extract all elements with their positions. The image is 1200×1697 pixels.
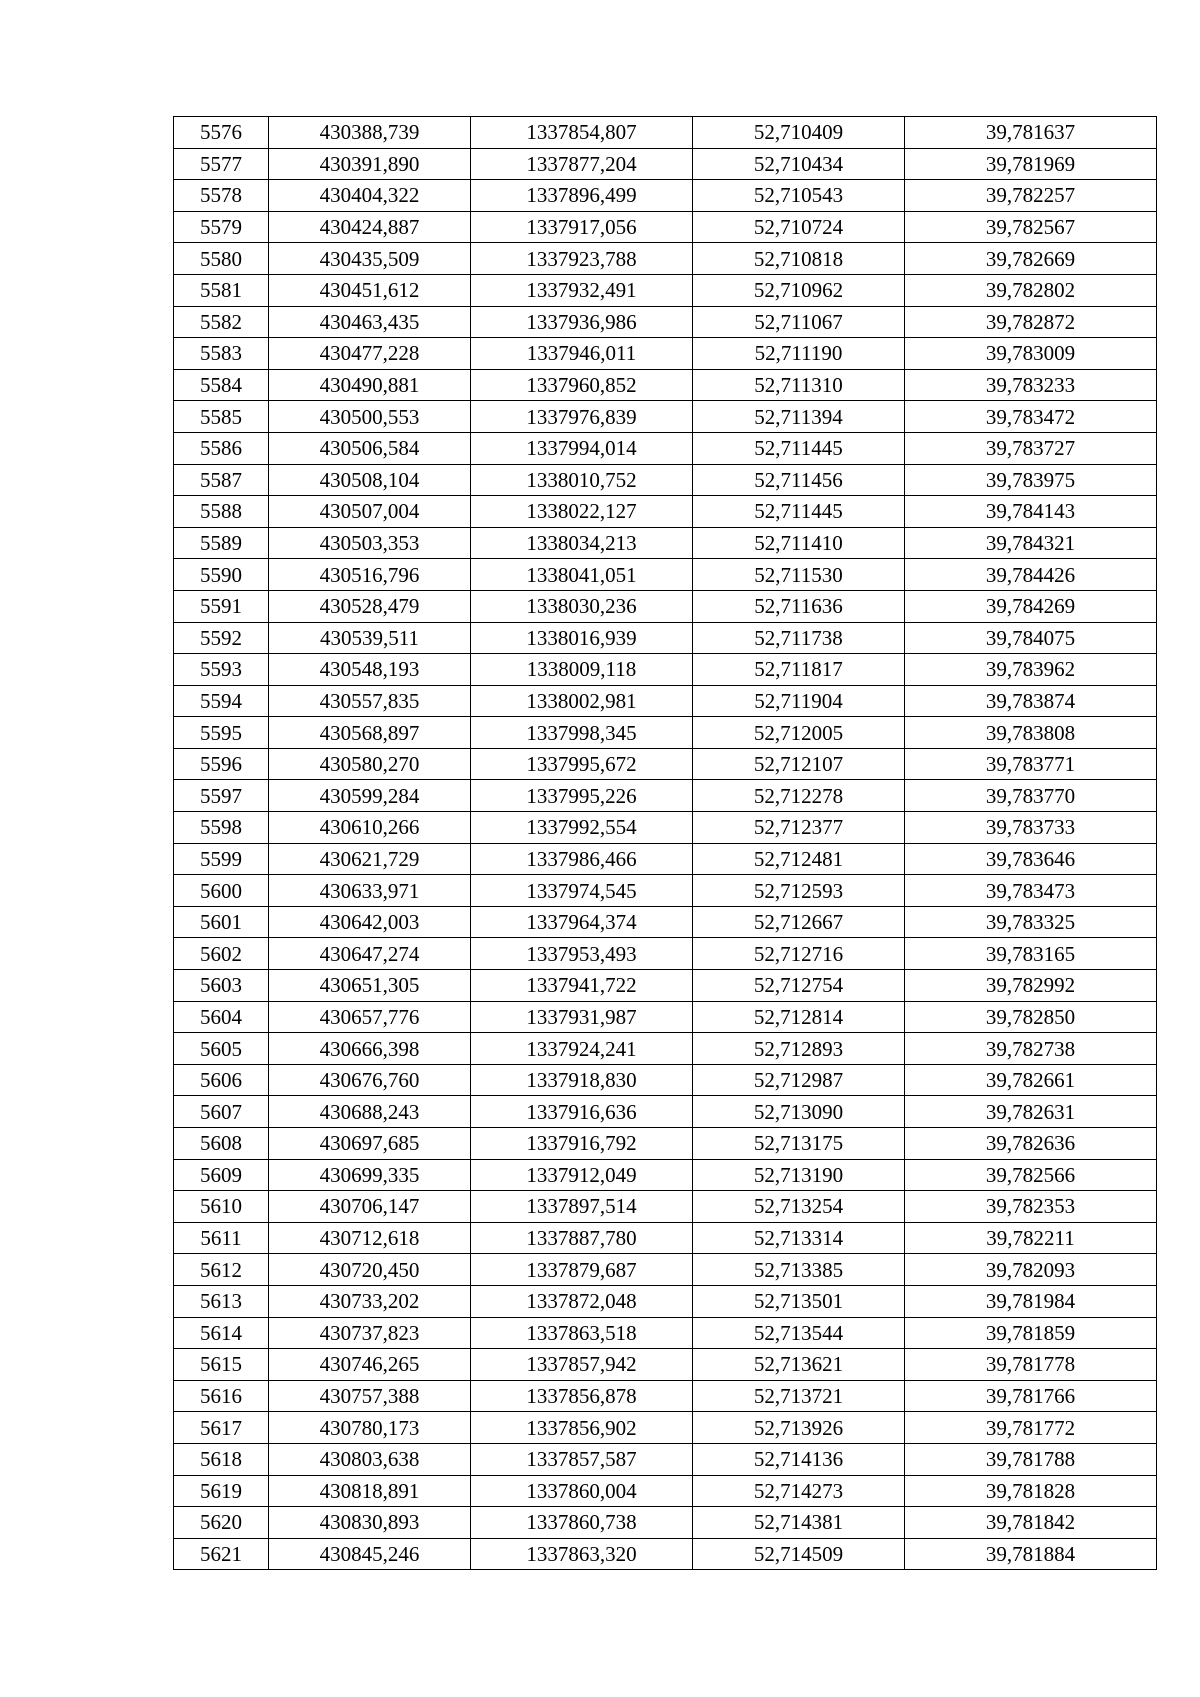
longitude-cell: 39,781766: [905, 1380, 1157, 1412]
latitude-cell: 52,713175: [693, 1128, 905, 1160]
table-row: [174, 1096, 1157, 1128]
longitude-cell: 39,781969: [905, 148, 1157, 180]
y-coordinate-cell: 1338016,939: [471, 622, 693, 654]
latitude-cell: 52,711738: [693, 622, 905, 654]
y-coordinate-cell: 1337946,011: [471, 338, 693, 370]
x-coordinate-cell: 430733,202: [269, 1285, 471, 1317]
longitude-cell: 39,784321: [905, 527, 1157, 559]
point-number-cell: 5609: [174, 1159, 269, 1191]
longitude-cell: 39,784269: [905, 590, 1157, 622]
point-number-cell: 5607: [174, 1096, 269, 1128]
table-row: [174, 117, 1157, 149]
latitude-cell: 52,712107: [693, 748, 905, 780]
longitude-cell: 39,781772: [905, 1412, 1157, 1444]
table-row: [174, 1159, 1157, 1191]
longitude-cell: 39,783165: [905, 938, 1157, 970]
x-coordinate-cell: 430657,776: [269, 1001, 471, 1033]
y-coordinate-cell: 1337863,320: [471, 1538, 693, 1570]
longitude-cell: 39,783233: [905, 369, 1157, 401]
x-coordinate-cell: 430463,435: [269, 306, 471, 338]
x-coordinate-cell: 430676,760: [269, 1064, 471, 1096]
y-coordinate-cell: 1338009,118: [471, 654, 693, 686]
x-coordinate-cell: 430706,147: [269, 1191, 471, 1223]
y-coordinate-cell: 1337917,056: [471, 211, 693, 243]
latitude-cell: 52,711904: [693, 685, 905, 717]
table-row: [174, 1033, 1157, 1065]
point-number-cell: 5603: [174, 970, 269, 1002]
y-coordinate-cell: 1338002,981: [471, 685, 693, 717]
latitude-cell: 52,710434: [693, 148, 905, 180]
y-coordinate-cell: 1337916,792: [471, 1128, 693, 1160]
latitude-cell: 52,710409: [693, 117, 905, 149]
point-number-cell: 5614: [174, 1317, 269, 1349]
point-number-cell: 5584: [174, 369, 269, 401]
table-row: [174, 748, 1157, 780]
y-coordinate-cell: 1338022,127: [471, 496, 693, 528]
point-number-cell: 5606: [174, 1064, 269, 1096]
x-coordinate-cell: 430697,685: [269, 1128, 471, 1160]
longitude-cell: 39,782566: [905, 1159, 1157, 1191]
latitude-cell: 52,712893: [693, 1033, 905, 1065]
latitude-cell: 52,714509: [693, 1538, 905, 1570]
longitude-cell: 39,782353: [905, 1191, 1157, 1223]
x-coordinate-cell: 430557,835: [269, 685, 471, 717]
point-number-cell: 5610: [174, 1191, 269, 1223]
latitude-cell: 52,710962: [693, 274, 905, 306]
y-coordinate-cell: 1337863,518: [471, 1317, 693, 1349]
latitude-cell: 52,711190: [693, 338, 905, 370]
x-coordinate-cell: 430621,729: [269, 843, 471, 875]
longitude-cell: 39,783771: [905, 748, 1157, 780]
x-coordinate-cell: 430539,511: [269, 622, 471, 654]
longitude-cell: 39,782567: [905, 211, 1157, 243]
x-coordinate-cell: 430528,479: [269, 590, 471, 622]
latitude-cell: 52,713090: [693, 1096, 905, 1128]
y-coordinate-cell: 1337877,204: [471, 148, 693, 180]
latitude-cell: 52,713385: [693, 1254, 905, 1286]
table-row: [174, 274, 1157, 306]
x-coordinate-cell: 430633,971: [269, 875, 471, 907]
longitude-cell: 39,783733: [905, 812, 1157, 844]
point-number-cell: 5619: [174, 1475, 269, 1507]
longitude-cell: 39,782093: [905, 1254, 1157, 1286]
longitude-cell: 39,781637: [905, 117, 1157, 149]
y-coordinate-cell: 1337872,048: [471, 1285, 693, 1317]
longitude-cell: 39,784143: [905, 496, 1157, 528]
x-coordinate-cell: 430548,193: [269, 654, 471, 686]
y-coordinate-cell: 1337974,545: [471, 875, 693, 907]
x-coordinate-cell: 430506,584: [269, 432, 471, 464]
x-coordinate-cell: 430746,265: [269, 1349, 471, 1381]
point-number-cell: 5587: [174, 464, 269, 496]
point-number-cell: 5615: [174, 1349, 269, 1381]
table-row: [174, 1128, 1157, 1160]
coordinate-table: [173, 116, 1157, 1570]
point-number-cell: 5617: [174, 1412, 269, 1444]
latitude-cell: 52,712987: [693, 1064, 905, 1096]
table-row: [174, 464, 1157, 496]
y-coordinate-cell: 1338041,051: [471, 559, 693, 591]
y-coordinate-cell: 1337994,014: [471, 432, 693, 464]
point-number-cell: 5578: [174, 180, 269, 212]
x-coordinate-cell: 430580,270: [269, 748, 471, 780]
y-coordinate-cell: 1337856,878: [471, 1380, 693, 1412]
point-number-cell: 5582: [174, 306, 269, 338]
point-number-cell: 5581: [174, 274, 269, 306]
longitude-cell: 39,783472: [905, 401, 1157, 433]
longitude-cell: 39,783646: [905, 843, 1157, 875]
point-number-cell: 5611: [174, 1222, 269, 1254]
x-coordinate-cell: 430757,388: [269, 1380, 471, 1412]
y-coordinate-cell: 1337897,514: [471, 1191, 693, 1223]
table-row: [174, 780, 1157, 812]
table-row: [174, 970, 1157, 1002]
point-number-cell: 5594: [174, 685, 269, 717]
table-row: [174, 559, 1157, 591]
latitude-cell: 52,713314: [693, 1222, 905, 1254]
latitude-cell: 52,711456: [693, 464, 905, 496]
point-number-cell: 5602: [174, 938, 269, 970]
longitude-cell: 39,782661: [905, 1064, 1157, 1096]
point-number-cell: 5620: [174, 1507, 269, 1539]
latitude-cell: 52,713721: [693, 1380, 905, 1412]
latitude-cell: 52,711445: [693, 432, 905, 464]
y-coordinate-cell: 1337964,374: [471, 906, 693, 938]
point-number-cell: 5589: [174, 527, 269, 559]
point-number-cell: 5599: [174, 843, 269, 875]
point-number-cell: 5595: [174, 717, 269, 749]
y-coordinate-cell: 1337896,499: [471, 180, 693, 212]
longitude-cell: 39,781842: [905, 1507, 1157, 1539]
point-number-cell: 5608: [174, 1128, 269, 1160]
x-coordinate-cell: 430651,305: [269, 970, 471, 1002]
table-row: [174, 812, 1157, 844]
y-coordinate-cell: 1337854,807: [471, 117, 693, 149]
point-number-cell: 5598: [174, 812, 269, 844]
table-row: [174, 685, 1157, 717]
x-coordinate-cell: 430599,284: [269, 780, 471, 812]
y-coordinate-cell: 1337912,049: [471, 1159, 693, 1191]
table-row: [174, 1507, 1157, 1539]
latitude-cell: 52,712814: [693, 1001, 905, 1033]
point-number-cell: 5618: [174, 1443, 269, 1475]
point-number-cell: 5577: [174, 148, 269, 180]
y-coordinate-cell: 1338030,236: [471, 590, 693, 622]
longitude-cell: 39,782631: [905, 1096, 1157, 1128]
latitude-cell: 52,710818: [693, 243, 905, 275]
table-row: [174, 148, 1157, 180]
longitude-cell: 39,781778: [905, 1349, 1157, 1381]
table-row: [174, 938, 1157, 970]
latitude-cell: 52,712278: [693, 780, 905, 812]
y-coordinate-cell: 1337857,587: [471, 1443, 693, 1475]
y-coordinate-cell: 1337918,830: [471, 1064, 693, 1096]
table-row: [174, 432, 1157, 464]
table-row: [174, 211, 1157, 243]
longitude-cell: 39,783770: [905, 780, 1157, 812]
x-coordinate-cell: 430818,891: [269, 1475, 471, 1507]
y-coordinate-cell: 1337860,004: [471, 1475, 693, 1507]
x-coordinate-cell: 430688,243: [269, 1096, 471, 1128]
table-row: [174, 1285, 1157, 1317]
longitude-cell: 39,781859: [905, 1317, 1157, 1349]
table-row: [174, 1317, 1157, 1349]
x-coordinate-cell: 430720,450: [269, 1254, 471, 1286]
longitude-cell: 39,782257: [905, 180, 1157, 212]
y-coordinate-cell: 1337860,738: [471, 1507, 693, 1539]
table-row: [174, 1538, 1157, 1570]
longitude-cell: 39,782850: [905, 1001, 1157, 1033]
point-number-cell: 5597: [174, 780, 269, 812]
table-row: [174, 1380, 1157, 1412]
latitude-cell: 52,713544: [693, 1317, 905, 1349]
table-row: [174, 369, 1157, 401]
table-row: [174, 1412, 1157, 1444]
latitude-cell: 52,713621: [693, 1349, 905, 1381]
table-row: [174, 717, 1157, 749]
point-number-cell: 5604: [174, 1001, 269, 1033]
latitude-cell: 52,712593: [693, 875, 905, 907]
longitude-cell: 39,784426: [905, 559, 1157, 591]
x-coordinate-cell: 430508,104: [269, 464, 471, 496]
x-coordinate-cell: 430803,638: [269, 1443, 471, 1475]
table-row: [174, 622, 1157, 654]
latitude-cell: 52,712754: [693, 970, 905, 1002]
latitude-cell: 52,714273: [693, 1475, 905, 1507]
latitude-cell: 52,710724: [693, 211, 905, 243]
y-coordinate-cell: 1337986,466: [471, 843, 693, 875]
longitude-cell: 39,783975: [905, 464, 1157, 496]
x-coordinate-cell: 430424,887: [269, 211, 471, 243]
table-row: [174, 1443, 1157, 1475]
y-coordinate-cell: 1337936,986: [471, 306, 693, 338]
y-coordinate-cell: 1338034,213: [471, 527, 693, 559]
latitude-cell: 52,711394: [693, 401, 905, 433]
latitude-cell: 52,714136: [693, 1443, 905, 1475]
table-row: [174, 1222, 1157, 1254]
y-coordinate-cell: 1337923,788: [471, 243, 693, 275]
y-coordinate-cell: 1337931,987: [471, 1001, 693, 1033]
longitude-cell: 39,782636: [905, 1128, 1157, 1160]
longitude-cell: 39,783874: [905, 685, 1157, 717]
x-coordinate-cell: 430610,266: [269, 812, 471, 844]
y-coordinate-cell: 1337924,241: [471, 1033, 693, 1065]
x-coordinate-cell: 430388,739: [269, 117, 471, 149]
table-row: [174, 906, 1157, 938]
y-coordinate-cell: 1337960,852: [471, 369, 693, 401]
table-row: [174, 1191, 1157, 1223]
point-number-cell: 5593: [174, 654, 269, 686]
x-coordinate-cell: 430845,246: [269, 1538, 471, 1570]
latitude-cell: 52,713926: [693, 1412, 905, 1444]
latitude-cell: 52,713190: [693, 1159, 905, 1191]
x-coordinate-cell: 430516,796: [269, 559, 471, 591]
x-coordinate-cell: 430391,890: [269, 148, 471, 180]
point-number-cell: 5600: [174, 875, 269, 907]
point-number-cell: 5616: [174, 1380, 269, 1412]
latitude-cell: 52,711445: [693, 496, 905, 528]
longitude-cell: 39,783962: [905, 654, 1157, 686]
y-coordinate-cell: 1337857,942: [471, 1349, 693, 1381]
y-coordinate-cell: 1337995,672: [471, 748, 693, 780]
point-number-cell: 5576: [174, 117, 269, 149]
y-coordinate-cell: 1337992,554: [471, 812, 693, 844]
point-number-cell: 5591: [174, 590, 269, 622]
table-row: [174, 654, 1157, 686]
point-number-cell: 5590: [174, 559, 269, 591]
table-row: [174, 1064, 1157, 1096]
x-coordinate-cell: 430699,335: [269, 1159, 471, 1191]
point-number-cell: 5579: [174, 211, 269, 243]
y-coordinate-cell: 1337976,839: [471, 401, 693, 433]
latitude-cell: 52,712481: [693, 843, 905, 875]
point-number-cell: 5612: [174, 1254, 269, 1286]
latitude-cell: 52,713254: [693, 1191, 905, 1223]
table-row: [174, 1001, 1157, 1033]
coordinate-table-body: [174, 117, 1157, 1570]
x-coordinate-cell: 430451,612: [269, 274, 471, 306]
x-coordinate-cell: 430666,398: [269, 1033, 471, 1065]
table-row: [174, 1475, 1157, 1507]
x-coordinate-cell: 430780,173: [269, 1412, 471, 1444]
latitude-cell: 52,711310: [693, 369, 905, 401]
latitude-cell: 52,710543: [693, 180, 905, 212]
point-number-cell: 5583: [174, 338, 269, 370]
y-coordinate-cell: 1337941,722: [471, 970, 693, 1002]
y-coordinate-cell: 1337953,493: [471, 938, 693, 970]
x-coordinate-cell: 430404,322: [269, 180, 471, 212]
table-row: [174, 875, 1157, 907]
point-number-cell: 5588: [174, 496, 269, 528]
table-row: [174, 590, 1157, 622]
x-coordinate-cell: 430500,553: [269, 401, 471, 433]
y-coordinate-cell: 1337856,902: [471, 1412, 693, 1444]
longitude-cell: 39,783325: [905, 906, 1157, 938]
y-coordinate-cell: 1337916,636: [471, 1096, 693, 1128]
longitude-cell: 39,783473: [905, 875, 1157, 907]
longitude-cell: 39,782738: [905, 1033, 1157, 1065]
latitude-cell: 52,711636: [693, 590, 905, 622]
y-coordinate-cell: 1338010,752: [471, 464, 693, 496]
point-number-cell: 5585: [174, 401, 269, 433]
x-coordinate-cell: 430568,897: [269, 717, 471, 749]
point-number-cell: 5621: [174, 1538, 269, 1570]
longitude-cell: 39,784075: [905, 622, 1157, 654]
point-number-cell: 5580: [174, 243, 269, 275]
point-number-cell: 5613: [174, 1285, 269, 1317]
longitude-cell: 39,781884: [905, 1538, 1157, 1570]
latitude-cell: 52,712005: [693, 717, 905, 749]
latitude-cell: 52,711817: [693, 654, 905, 686]
x-coordinate-cell: 430435,509: [269, 243, 471, 275]
y-coordinate-cell: 1337998,345: [471, 717, 693, 749]
longitude-cell: 39,781788: [905, 1443, 1157, 1475]
x-coordinate-cell: 430712,618: [269, 1222, 471, 1254]
x-coordinate-cell: 430642,003: [269, 906, 471, 938]
table-row: [174, 496, 1157, 528]
latitude-cell: 52,711067: [693, 306, 905, 338]
x-coordinate-cell: 430477,228: [269, 338, 471, 370]
point-number-cell: 5592: [174, 622, 269, 654]
longitude-cell: 39,783009: [905, 338, 1157, 370]
longitude-cell: 39,782872: [905, 306, 1157, 338]
latitude-cell: 52,714381: [693, 1507, 905, 1539]
table-row: [174, 1254, 1157, 1286]
longitude-cell: 39,781984: [905, 1285, 1157, 1317]
table-row: [174, 306, 1157, 338]
table-row: [174, 338, 1157, 370]
longitude-cell: 39,781828: [905, 1475, 1157, 1507]
latitude-cell: 52,711410: [693, 527, 905, 559]
x-coordinate-cell: 430490,881: [269, 369, 471, 401]
table-row: [174, 843, 1157, 875]
table-row: [174, 1349, 1157, 1381]
x-coordinate-cell: 430507,004: [269, 496, 471, 528]
longitude-cell: 39,782211: [905, 1222, 1157, 1254]
longitude-cell: 39,782669: [905, 243, 1157, 275]
longitude-cell: 39,782992: [905, 970, 1157, 1002]
y-coordinate-cell: 1337879,687: [471, 1254, 693, 1286]
table-row: [174, 527, 1157, 559]
table-row: [174, 401, 1157, 433]
latitude-cell: 52,712716: [693, 938, 905, 970]
table-row: [174, 180, 1157, 212]
x-coordinate-cell: 430830,893: [269, 1507, 471, 1539]
latitude-cell: 52,712667: [693, 906, 905, 938]
point-number-cell: 5605: [174, 1033, 269, 1065]
longitude-cell: 39,783727: [905, 432, 1157, 464]
x-coordinate-cell: 430647,274: [269, 938, 471, 970]
longitude-cell: 39,783808: [905, 717, 1157, 749]
table-row: [174, 243, 1157, 275]
point-number-cell: 5586: [174, 432, 269, 464]
latitude-cell: 52,712377: [693, 812, 905, 844]
latitude-cell: 52,711530: [693, 559, 905, 591]
y-coordinate-cell: 1337932,491: [471, 274, 693, 306]
x-coordinate-cell: 430503,353: [269, 527, 471, 559]
point-number-cell: 5596: [174, 748, 269, 780]
y-coordinate-cell: 1337887,780: [471, 1222, 693, 1254]
longitude-cell: 39,782802: [905, 274, 1157, 306]
latitude-cell: 52,713501: [693, 1285, 905, 1317]
x-coordinate-cell: 430737,823: [269, 1317, 471, 1349]
y-coordinate-cell: 1337995,226: [471, 780, 693, 812]
point-number-cell: 5601: [174, 906, 269, 938]
